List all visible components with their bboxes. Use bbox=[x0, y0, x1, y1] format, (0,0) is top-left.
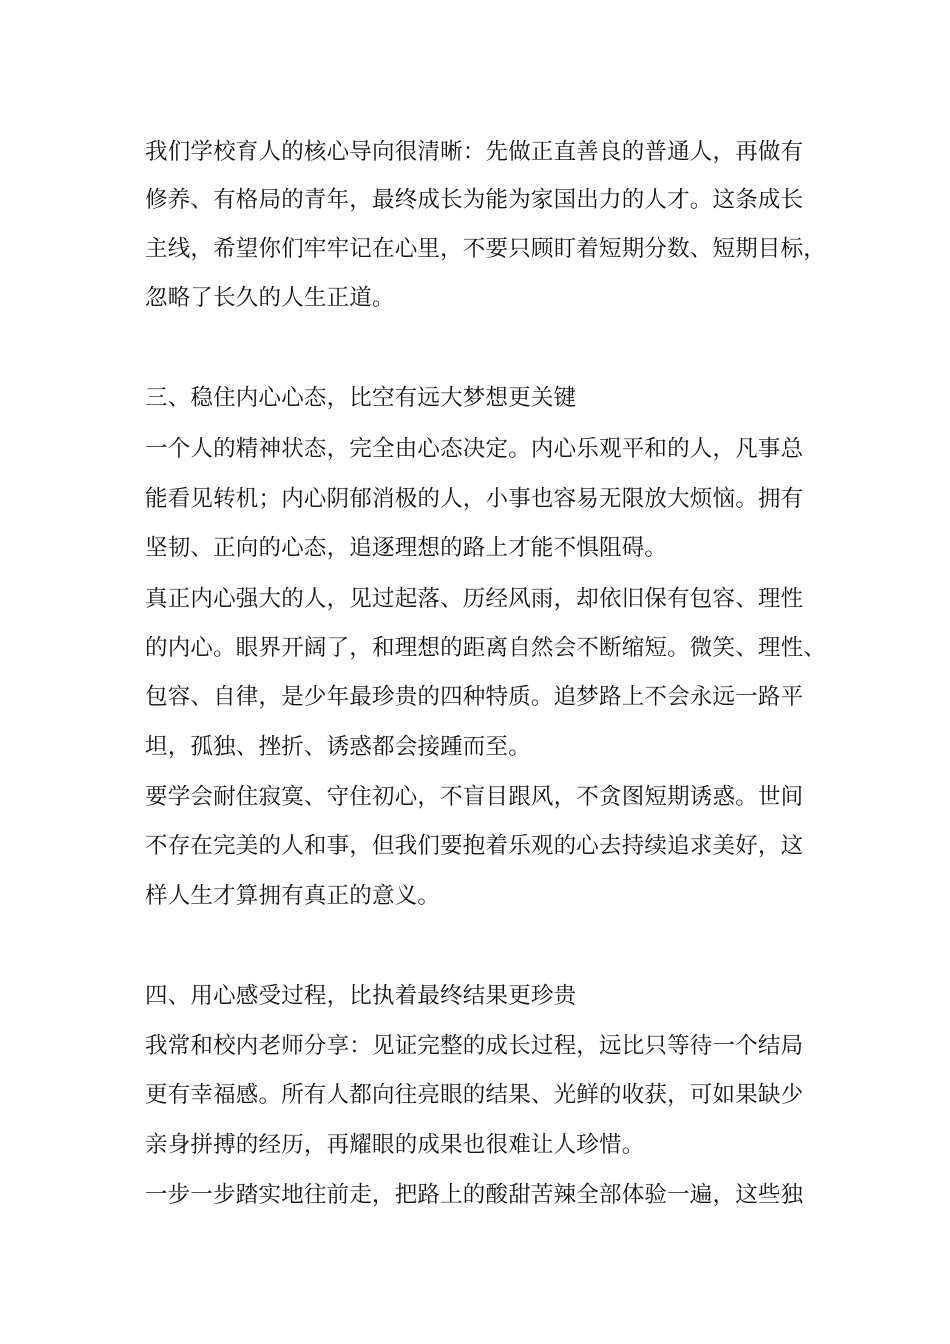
paragraph-line: 不存在完美的人和事，但我们要抱着乐观的心去持续追求美好，这 bbox=[145, 833, 804, 859]
paragraph-line: 包容、自律，是少年最珍贵的四种特质。追梦路上不会永远一路平 bbox=[145, 684, 804, 710]
paragraph-line: 样人生才算拥有真正的意义。 bbox=[145, 883, 441, 909]
paragraph-line: 忽略了长久的人生正道。 bbox=[145, 285, 395, 311]
paragraph-line: 坦，孤独、挫折、诱惑都会接踵而至。 bbox=[145, 734, 531, 760]
section-heading-three: 三、稳住内心心态，比空有远大梦想更关键 bbox=[145, 385, 577, 411]
paragraph-line: 坚韧、正向的心态，追逐理想的路上才能不惧阻碍。 bbox=[145, 535, 668, 561]
paragraph-line: 一个人的精神状态，完全由心态决定。内心乐观平和的人，凡事总 bbox=[145, 436, 804, 462]
paragraph-line: 修养、有格局的青年，最终成长为能为家国出力的人才。这条成长 bbox=[145, 187, 804, 213]
paragraph-line: 的内心。眼界开阔了，和理想的距离自然会不断缩短。微笑、理性、 bbox=[145, 635, 827, 661]
paragraph-line: 亲身拼搏的经历，再耀眼的成果也很难让人珍惜。 bbox=[145, 1132, 645, 1158]
paragraph-line: 更有幸福感。所有人都向往亮眼的结果、光鲜的收获，可如果缺少 bbox=[145, 1082, 804, 1108]
paragraph-line: 我常和校内老师分享：见证完整的成长过程，远比只等待一个结局 bbox=[145, 1033, 804, 1059]
section-heading-four: 四、用心感受过程，比执着最终结果更珍贵 bbox=[145, 983, 577, 1009]
paragraph-line: 要学会耐住寂寞、守住初心，不盲目跟风，不贪图短期诱惑。世间 bbox=[145, 784, 804, 810]
paragraph-line: 能看见转机；内心阴郁消极的人，小事也容易无限放大烦恼。拥有 bbox=[145, 486, 804, 512]
paragraph-line: 一步一步踏实地往前走，把路上的酸甜苦辣全部体验一遍，这些独 bbox=[145, 1182, 804, 1208]
paragraph-line: 真正内心强大的人，见过起落、历经风雨，却依旧保有包容、理性 bbox=[145, 586, 804, 612]
paragraph-line: 主线，希望你们牢牢记在心里，不要只顾盯着短期分数、短期目标， bbox=[145, 236, 827, 262]
paragraph-line: 我们学校育人的核心导向很清晰：先做正直善良的普通人，再做有 bbox=[145, 139, 804, 165]
